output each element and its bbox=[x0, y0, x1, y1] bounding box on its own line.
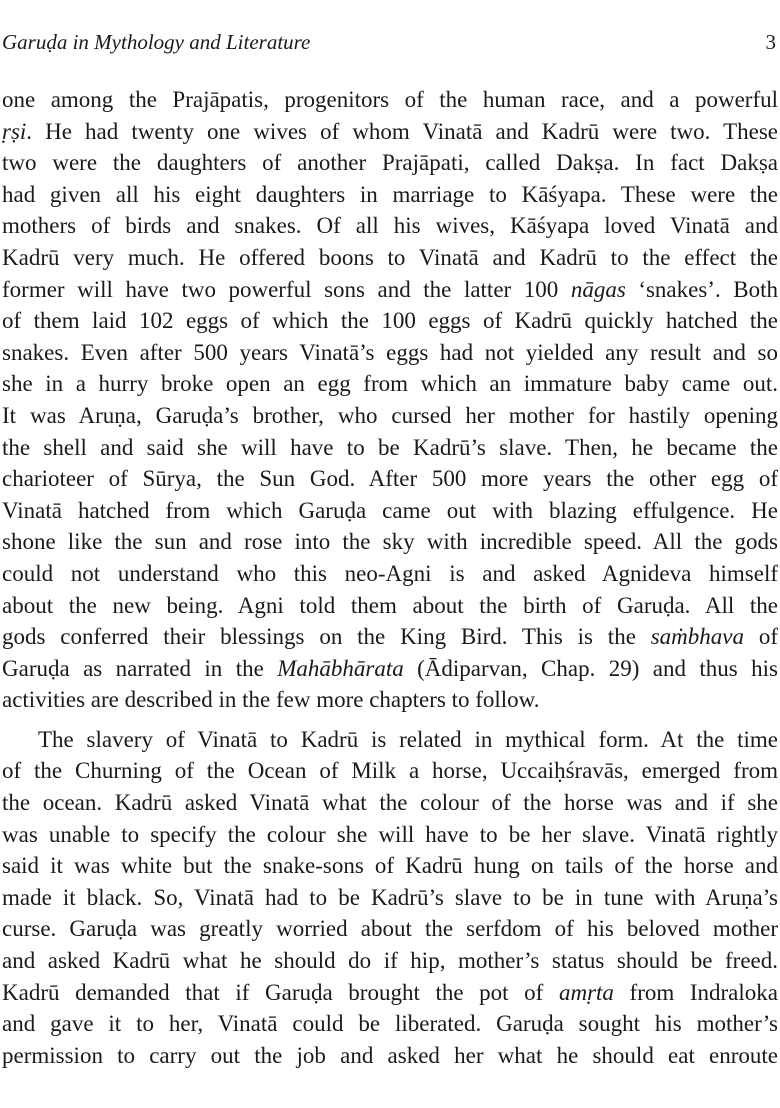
running-head-title: Garuḍa in Mythology and Literature bbox=[2, 29, 311, 54]
text-run: and gave it to her, Vinatā could be liberated. Garuḍa sought his mother’s bbox=[2, 1011, 778, 1037]
text-run: two were the daughters of another Prajāpati, called Dakṣa. In fact Dakṣa bbox=[2, 150, 778, 176]
italic-term: Mahābhārata bbox=[277, 655, 404, 681]
text-line bbox=[2, 945, 778, 977]
text-run: shone like the sun and rose into the sky with incredible speed. All the gods bbox=[2, 529, 778, 555]
text-run: said it was white but the snake-sons of Kadrū hung on tails of the horse and bbox=[2, 853, 778, 879]
text-line bbox=[2, 913, 778, 945]
text-run: could not understand who this neo-Agni is and asked Agnideva himself bbox=[2, 560, 778, 586]
text-line bbox=[2, 400, 778, 432]
paragraph bbox=[2, 84, 778, 716]
text-line bbox=[2, 116, 778, 148]
text-run: she in a hurry broke open an egg from which an immature baby came out. bbox=[2, 371, 778, 397]
italic-term: nāgas bbox=[570, 276, 626, 302]
text-run: Kadrū very much. He offered boons to Vinatā and Kadrū to the effect the bbox=[2, 244, 778, 270]
text-run: and asked Kadrū what he should do if hip, mother’s status should be freed. bbox=[2, 948, 778, 974]
text-line bbox=[2, 621, 778, 653]
text-line bbox=[2, 463, 778, 495]
text-line bbox=[2, 787, 778, 819]
italic-term: amṛta bbox=[558, 979, 614, 1005]
text-line bbox=[2, 850, 778, 882]
body-text bbox=[2, 84, 778, 1071]
italic-term: saṁbhava bbox=[650, 624, 744, 650]
text-run: former will have two powerful sons and the latter 100 bbox=[2, 276, 571, 302]
text-line bbox=[2, 84, 778, 116]
text-line bbox=[2, 526, 778, 558]
text-run: of the Churning of the Ocean of Milk a horse, Uccaiḥśravās, emerged from bbox=[2, 758, 778, 784]
text-run: Vinatā hatched from which Garuḍa came out with blazing effulgence. He bbox=[2, 497, 778, 523]
text-line bbox=[2, 305, 778, 337]
text-line bbox=[2, 337, 778, 369]
paragraph bbox=[2, 724, 778, 1072]
text-line bbox=[2, 558, 778, 590]
text-line bbox=[2, 432, 778, 464]
text-line bbox=[2, 368, 778, 400]
text-run: . He had twenty one wives of whom Vinatā and Kadrū were two. These bbox=[26, 118, 778, 144]
text-line bbox=[2, 590, 778, 622]
text-line bbox=[2, 724, 778, 756]
text-line bbox=[2, 755, 778, 787]
text-run: the shell and said she will have to be Kadrū’s slave. Then, he became the bbox=[2, 434, 778, 460]
text-run: It was Aruṇa, Garuḍa’s brother, who cursed her mother for hastily opening bbox=[2, 402, 778, 428]
text-line bbox=[2, 977, 778, 1009]
text-run: permission to carry out the job and asked her what he should eat enroute bbox=[2, 1042, 778, 1068]
running-head bbox=[2, 28, 776, 56]
text-line bbox=[2, 684, 778, 716]
text-run: ‘snakes’. Both bbox=[625, 276, 778, 302]
text-run: curse. Garuḍa was greatly worried about the serfdom of his beloved mother bbox=[2, 916, 778, 942]
text-line bbox=[2, 653, 778, 685]
text-line bbox=[2, 495, 778, 527]
text-run: charioteer of Sūrya, the Sun God. After 500 more years the other egg of bbox=[2, 466, 778, 492]
text-line bbox=[2, 179, 778, 211]
text-run: made it black. So, Vinatā had to be Kadrū’s slave to be in tune with Aruṇa’s bbox=[2, 884, 778, 910]
page-number: 3 bbox=[765, 29, 776, 54]
text-run: of bbox=[744, 624, 778, 650]
text-line bbox=[2, 210, 778, 242]
text-line bbox=[2, 147, 778, 179]
text-line bbox=[2, 242, 778, 274]
text-run: from Indraloka bbox=[613, 979, 778, 1005]
text-run: snakes. Even after 500 years Vinatā’s eggs had not yielded any result and so bbox=[2, 339, 778, 365]
text-run: the ocean. Kadrū asked Vinatā what the colour of the horse was and if she bbox=[2, 790, 778, 816]
text-line bbox=[2, 882, 778, 914]
italic-term: ṛṣi bbox=[2, 118, 27, 144]
text-run: The slavery of Vinatā to Kadrū is related in mythical form. At the time bbox=[38, 726, 778, 752]
text-run: (Ādiparvan, Chap. 29) and thus his bbox=[403, 655, 778, 681]
text-run: one among the Prajāpatis, progenitors of the human race, and a powerful bbox=[2, 87, 778, 112]
text-run: of them laid 102 eggs of which the 100 eggs of Kadrū quickly hatched the bbox=[2, 308, 778, 334]
text-run: mothers of birds and snakes. Of all his wives, Kāśyapa loved Vinatā and bbox=[2, 213, 778, 239]
text-line bbox=[2, 1040, 778, 1072]
text-run: Kadrū demanded that if Garuḍa brought the pot of bbox=[2, 979, 559, 1005]
text-run: was unable to specify the colour she will have to be her slave. Vinatā rightly bbox=[2, 821, 778, 847]
text-run: gods conferred their blessings on the King Bird. This is the bbox=[2, 624, 651, 650]
text-run: Garuḍa as narrated in the bbox=[2, 655, 278, 681]
text-line bbox=[2, 274, 778, 306]
text-run: activities are described in the few more chapters to follow. bbox=[2, 687, 540, 713]
text-line bbox=[2, 819, 778, 851]
text-run: had given all his eight daughters in marriage to Kāśyapa. These were the bbox=[2, 181, 778, 207]
text-run: about the new being. Agni told them about the birth of Garuḍa. All the bbox=[2, 592, 778, 618]
text-line bbox=[2, 1008, 778, 1040]
